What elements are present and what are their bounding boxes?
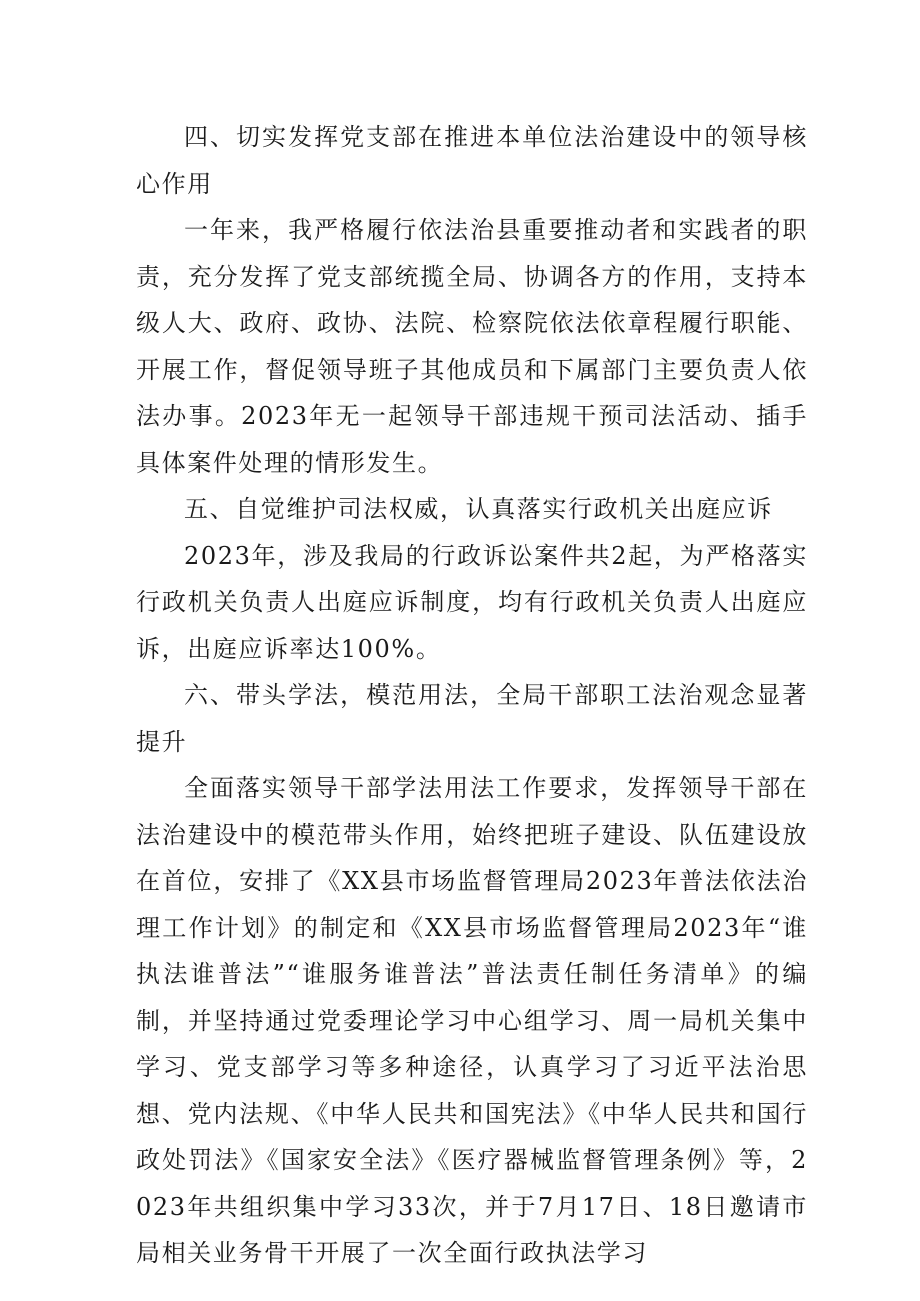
section-6-heading: 六、带头学法，模范用法，全局干部职工法治观念显著提升 — [136, 681, 808, 756]
section-4-paragraph: 一年来，我严格履行依法治县重要推动者和实践者的职责，充分发挥了党支部统揽全局、协调各方的作用，支持本级人大、政府、政协、法院、检察院依法依章程履行职能、开展工作，督促领导班子其他成员和下属部门主要负责人依法办事。2023年无一起领导干部违规干预司法活动、插手具体案件处理的情形发生。 — [136, 216, 808, 477]
section-5-paragraph: 2023年，涉及我局的行政诉讼案件共2起，为严格落实行政机关负责人出庭应诉制度，均有行政机关负责人出庭应诉，出庭应诉率达100%。 — [136, 541, 808, 663]
section-6-paragraph: 全面落实领导干部学法用法工作要求，发挥领导干部在法治建设中的模范带头作用，始终把班子建设、队伍建设放在首位，安排了《XX县市场监督管理局2023年普法依法治理工作计划》的制定和《XX县市场监督管理局2023年“谁执法谁普法”“谁服务谁普法”普法责任制任务清单》的编制，并坚持通过党委理论学习中心组学习、周一局机关集中学习、党支部学习等多种途径，认真学习了习近平法治思想、党内法规、《中华人民共和国宪法》《中华人民共和国行政处罚法》《国家安全法》《医疗器械监督管理条例》等，2023年共组织集中学习33次，并于7月17日、18日邀请市局相关业务骨干开展了一次全面行政执法学习 — [136, 774, 808, 1267]
section-4-heading: 四、切实发挥党支部在推进本单位法治建设中的领导核心作用 — [136, 123, 808, 198]
document-body — [136, 114, 808, 1277]
section-5-heading: 五、自觉维护司法权威，认真落实行政机关出庭应诉 — [184, 495, 773, 523]
